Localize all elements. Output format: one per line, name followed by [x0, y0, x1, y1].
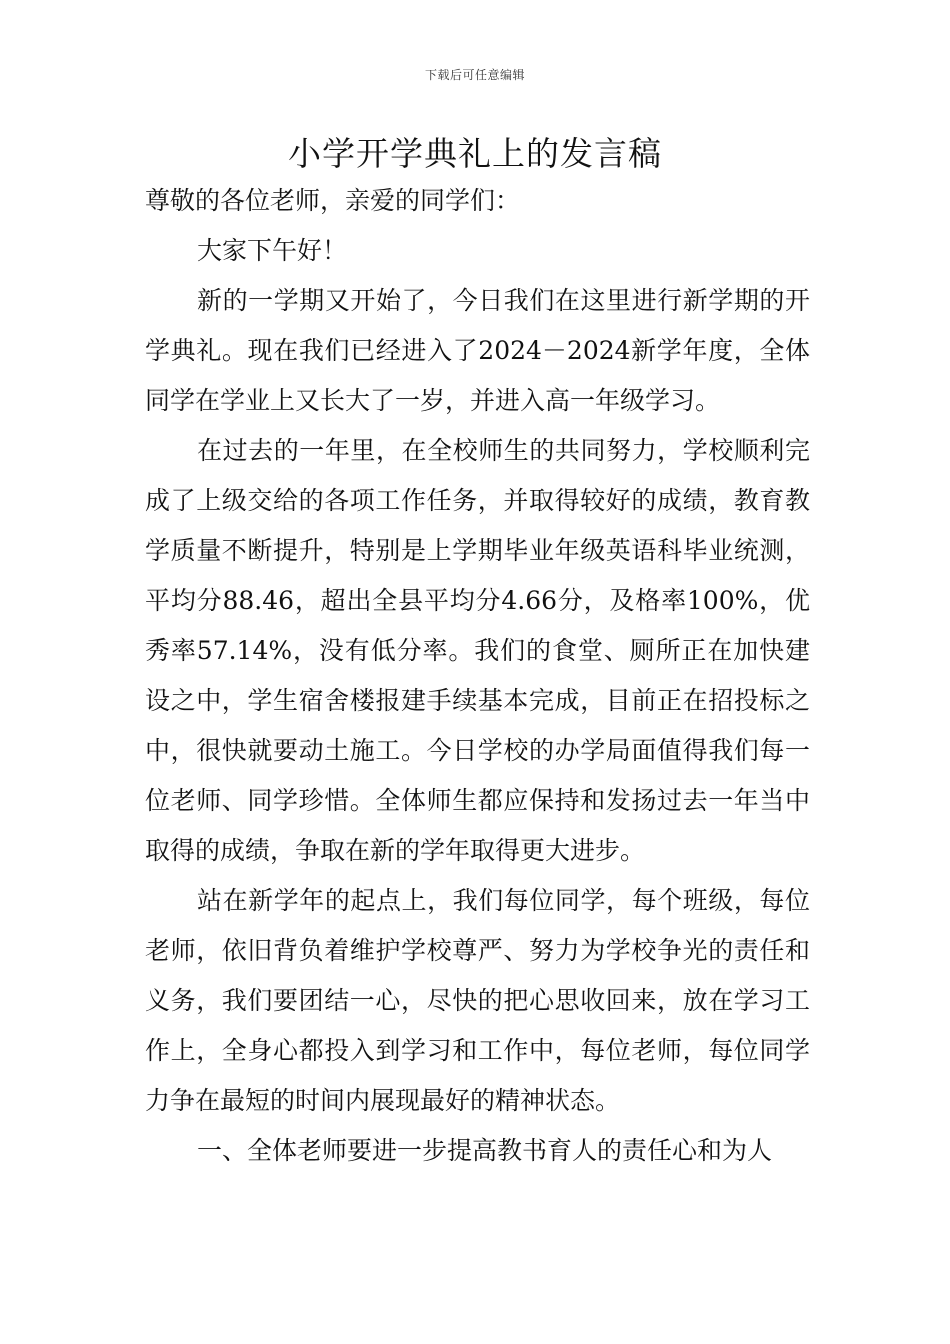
- document-title: 小学开学典礼上的发言稿: [288, 134, 662, 173]
- paragraph-new-semester: 新的一学期又开始了，今日我们在这里进行新学期的开学典礼。现在我们已经进入了2024－2024新学年度，全体同学在学业上又长大了一岁，并进入高一年级学习。: [145, 286, 810, 415]
- paragraph-teachers: 一、全体老师要进一步提高教书育人的责任心和为人: [197, 1136, 773, 1165]
- paragraph-greeting: 大家下午好！: [197, 236, 348, 265]
- document-body: [145, 176, 810, 1176]
- salutation: 尊敬的各位老师，亲爱的同学们：: [145, 186, 521, 215]
- paragraph-past-year: 在过去的一年里，在全校师生的共同努力，学校顺利完成了上级交给的各项工作任务，并取得较好的成绩，教育教学质量不断提升，特别是上学期毕业年级英语科毕业统测，平均分88.46，超出全县平均分4.66分，及格率100%，优秀率57.14%，没有低分率。我们的食堂、厕所正在加快建设之中，学生宿舍楼报建手续基本完成，目前正在招投标之中，很快就要动土施工。今日学校的办学局面值得我们每一位老师、同学珍惜。全体师生都应保持和发扬过去一年当中取得的成绩，争取在新的学年取得更大进步。: [145, 436, 810, 865]
- header-note: 下载后可任意编辑: [424, 68, 525, 82]
- paragraph-new-start: 站在新学年的起点上，我们每位同学，每个班级，每位老师，依旧背负着维护学校尊严、努力为学校争光的责任和义务，我们要团结一心，尽快的把心思收回来，放在学习工作上，全身心都投入到学习和工作中，每位老师，每位同学力争在最短的时间内展现最好的精神状态。: [145, 886, 810, 1115]
